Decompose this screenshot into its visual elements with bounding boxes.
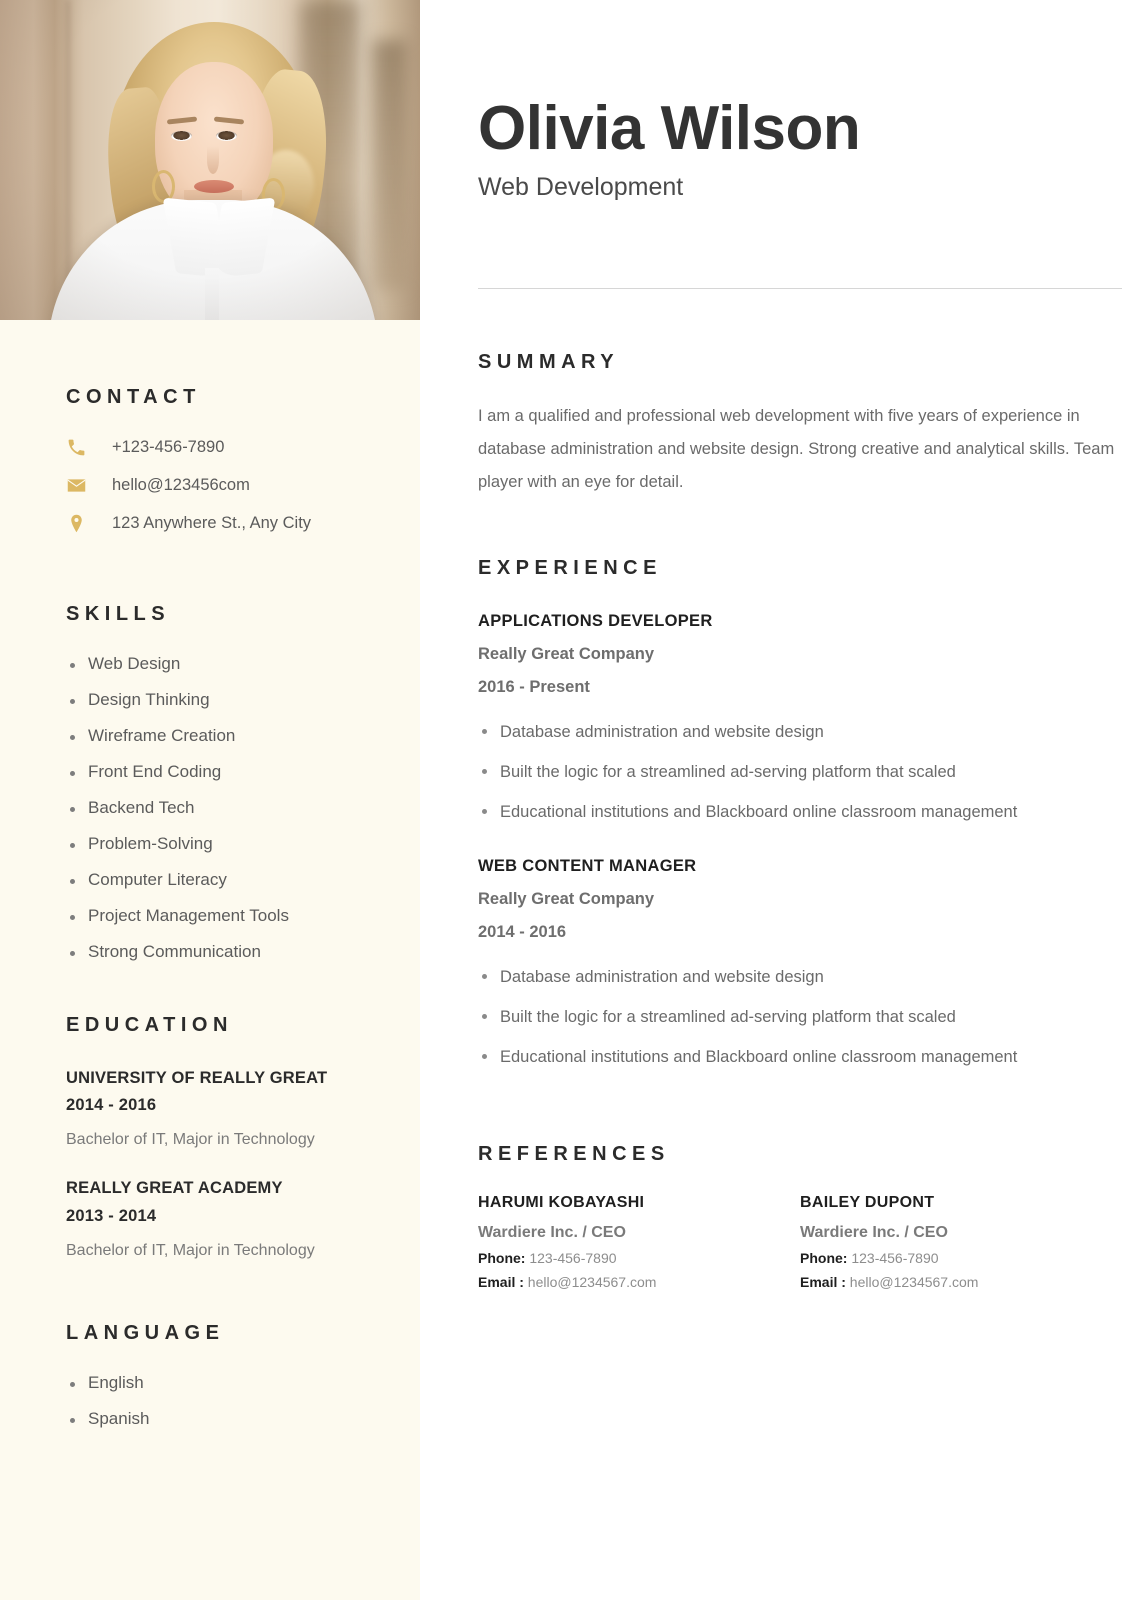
profile-photo bbox=[0, 0, 420, 320]
education-degree: Bachelor of IT, Major in Technology bbox=[66, 1241, 315, 1259]
reference-email-value: hello@1234567.com bbox=[849, 1274, 979, 1291]
list-item: Strong Communication bbox=[66, 942, 380, 962]
summary-text: I am a qualified and professional web development with five years of experience in database administration and website design. Strong creative and analytical skills. Team player with an eye for detail. bbox=[478, 407, 1115, 492]
list-item: Problem-Solving bbox=[66, 834, 380, 854]
reference-role: Wardiere Inc. / CEO bbox=[800, 1224, 948, 1242]
main-column bbox=[420, 0, 1131, 1600]
job-role-subtitle: Web Development bbox=[478, 173, 684, 202]
language-list bbox=[66, 1373, 380, 1429]
education-degree: Bachelor of IT, Major in Technology bbox=[66, 1131, 315, 1149]
list-item: Wireframe Creation bbox=[66, 726, 380, 746]
list-item: Database administration and website design bbox=[478, 961, 1122, 993]
experience-job-title: APPLICATIONS DEVELOPER bbox=[478, 612, 713, 631]
reference-phone bbox=[800, 1250, 1122, 1266]
reference-item bbox=[478, 1194, 800, 1290]
list-item: Educational institutions and Blackboard online classroom management bbox=[478, 796, 1122, 828]
contact-email-row[interactable] bbox=[66, 475, 380, 496]
experience-bullets bbox=[478, 716, 1122, 829]
list-item: Built the logic for a streamlined ad-serving platform that scaled bbox=[478, 1001, 1122, 1033]
education-school: UNIVERSITY OF REALLY GREAT bbox=[66, 1069, 328, 1087]
reference-role: Wardiere Inc. / CEO bbox=[478, 1224, 626, 1242]
experience-bullets bbox=[478, 961, 1122, 1074]
reference-phone-value: 123-456-7890 bbox=[529, 1250, 617, 1267]
skills-heading: SKILLS bbox=[66, 603, 171, 625]
experience-company: Really Great Company bbox=[478, 645, 655, 664]
list-item: Educational institutions and Blackboard online classroom management bbox=[478, 1041, 1122, 1073]
reference-phone-value: 123-456-7890 bbox=[851, 1250, 939, 1267]
reference-email bbox=[800, 1274, 1122, 1290]
list-item: Front End Coding bbox=[66, 762, 380, 782]
reference-email-label: Email : bbox=[800, 1274, 846, 1291]
contact-heading: CONTACT bbox=[66, 386, 201, 408]
experience-item bbox=[478, 857, 1122, 1074]
reference-email bbox=[478, 1274, 800, 1290]
education-dates: 2014 - 2016 bbox=[66, 1096, 157, 1115]
experience-company: Really Great Company bbox=[478, 889, 655, 908]
reference-phone-label: Phone: bbox=[800, 1250, 848, 1267]
reference-phone bbox=[478, 1250, 800, 1266]
page-title: Olivia Wilson bbox=[478, 94, 861, 163]
experience-job-title: WEB CONTENT MANAGER bbox=[478, 856, 697, 875]
skills-list bbox=[66, 654, 380, 962]
list-item: English bbox=[66, 1373, 380, 1393]
experience-dates: 2014 - 2016 bbox=[478, 922, 567, 941]
contact-email-value: hello@123456com bbox=[112, 476, 250, 494]
location-pin-icon bbox=[66, 513, 112, 534]
list-item: Database administration and website design bbox=[478, 716, 1122, 748]
reference-email-label: Email : bbox=[478, 1274, 524, 1291]
reference-item bbox=[800, 1194, 1122, 1290]
list-item: Project Management Tools bbox=[66, 906, 380, 926]
contact-address-value: 123 Anywhere St., Any City bbox=[112, 514, 312, 532]
list-item: Built the logic for a streamlined ad-serving platform that scaled bbox=[478, 756, 1122, 788]
reference-phone-label: Phone: bbox=[478, 1250, 526, 1267]
education-item bbox=[66, 1065, 380, 1149]
language-heading: LANGUAGE bbox=[66, 1321, 225, 1344]
photo-vignette bbox=[0, 0, 420, 320]
education-school: REALLY GREAT ACADEMY bbox=[66, 1179, 283, 1198]
experience-item bbox=[478, 612, 1122, 829]
education-item bbox=[66, 1175, 380, 1259]
reference-name: HARUMI KOBAYASHI bbox=[478, 1194, 645, 1212]
summary-heading: SUMMARY bbox=[478, 351, 620, 374]
reference-email-value: hello@1234567.com bbox=[527, 1274, 657, 1291]
contact-address-row[interactable] bbox=[66, 513, 380, 534]
list-item: Computer Literacy bbox=[66, 870, 380, 890]
reference-name: BAILEY DUPONT bbox=[800, 1194, 935, 1212]
list-item: Spanish bbox=[66, 1409, 380, 1429]
education-dates: 2013 - 2014 bbox=[66, 1206, 157, 1225]
contact-phone-row[interactable] bbox=[66, 437, 380, 458]
envelope-icon bbox=[66, 475, 112, 496]
education-heading: EDUCATION bbox=[66, 1014, 233, 1036]
list-item: Backend Tech bbox=[66, 798, 380, 818]
list-item: Web Design bbox=[66, 654, 380, 674]
references-heading: REFERENCES bbox=[478, 1143, 670, 1166]
experience-heading: EXPERIENCE bbox=[478, 557, 662, 580]
sidebar bbox=[0, 0, 420, 1600]
contact-phone-value: +123-456-7890 bbox=[112, 438, 225, 456]
list-item: Design Thinking bbox=[66, 690, 380, 710]
experience-dates: 2016 - Present bbox=[478, 678, 590, 697]
references-list bbox=[478, 1194, 1122, 1290]
sidebar-content bbox=[0, 320, 420, 1429]
phone-icon bbox=[66, 437, 112, 458]
